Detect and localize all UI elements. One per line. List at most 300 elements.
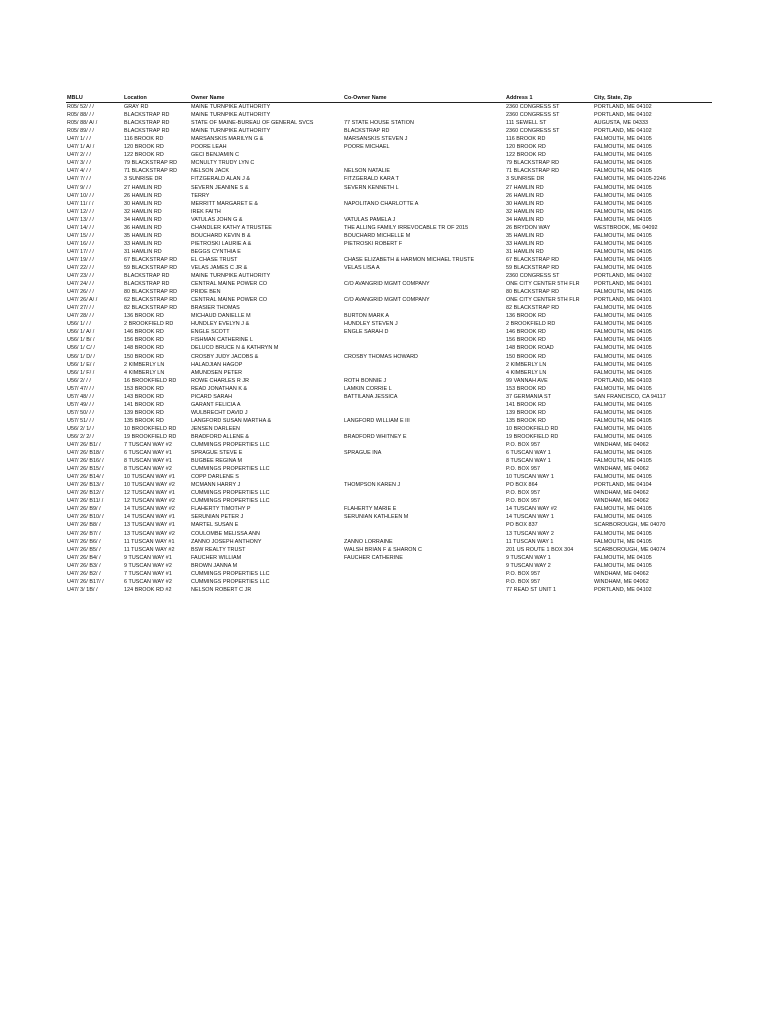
location-cell: 7 TUSCAN WAY #1 [124, 570, 172, 577]
address-cell: 3 SUNRISE DR [506, 176, 545, 183]
city-state-zip-cell: FALMOUTH, ME 04105 [594, 144, 652, 151]
co-owner-name-cell [343, 465, 505, 473]
mblu-cell: U47/ 2/ / / [67, 152, 91, 159]
owner-name-cell: CENTRAL MAINE POWER CO [191, 281, 268, 288]
address-cell: 150 BROOK RD [506, 353, 546, 360]
header-city-state-zip: City, State, Zip [593, 94, 712, 103]
location-cell: 34 HAMLIN RD [124, 216, 162, 223]
table-row [66, 200, 712, 208]
address-cell: 141 BROOK RD [506, 401, 546, 408]
address-cell: 135 BROOK RD [506, 417, 546, 424]
address-cell: 30 HAMLIN RD [506, 200, 544, 207]
owner-table [66, 94, 712, 594]
location-cell: 10 TUSCAN WAY #1 [124, 474, 175, 481]
owner-name-cell: MAINE TURNPIKE AUTHORITY [191, 104, 271, 111]
address-cell: 26 HAMLIN RD [506, 192, 544, 199]
table-row [66, 192, 712, 200]
owner-name-cell: MAINE TURNPIKE AUTHORITY [191, 273, 271, 280]
co-owner-name-cell: NELSON NATALIE [344, 168, 391, 175]
mblu-cell: U47/ 28/ / / [67, 313, 94, 320]
owner-name-cell: MAINE TURNPIKE AUTHORITY [191, 128, 271, 135]
table-row [66, 449, 712, 457]
address-cell: 6 TUSCAN WAY 1 [506, 450, 551, 457]
co-owner-name-cell: POORE MICHAEL [344, 144, 390, 151]
header-address: Address 1 [505, 94, 593, 103]
address-cell: 79 BLACKSTRAP RD [506, 160, 560, 167]
location-cell: 9 TUSCAN WAY #1 [124, 554, 172, 561]
mblu-cell: R05/ 88/ A/ / [67, 120, 98, 127]
table-row [66, 296, 712, 304]
address-cell: PO BOX 837 [506, 522, 538, 529]
mblu-cell: U47/ 15/ / / [67, 232, 94, 239]
address-cell: 2360 CONGRESS ST [506, 112, 560, 119]
co-owner-name-cell: THOMPSON KAREN J [344, 482, 401, 489]
co-owner-name-cell: SEVERN KENNETH L [344, 184, 399, 191]
city-state-zip-cell: FALMOUTH, ME 04105 [594, 136, 652, 143]
mblu-cell: U47/ 13/ / / [67, 216, 94, 223]
address-cell: 2360 CONGRESS ST [506, 273, 560, 280]
mblu-cell: U47/ 9/ / / [67, 184, 91, 191]
city-state-zip-cell: FALMOUTH, ME 04105 [594, 232, 652, 239]
owner-name-cell: CUMMINGS PROPERTIES LLC [191, 490, 270, 497]
table-row [66, 264, 712, 272]
location-cell: 11 TUSCAN WAY #2 [124, 546, 175, 553]
city-state-zip-cell: AUGUSTA, ME 04333 [594, 120, 649, 127]
mblu-cell: U47/ 23/ / / [67, 273, 94, 280]
address-cell: P.O. BOX 957 [506, 570, 541, 577]
city-state-zip-cell: FALMOUTH, ME 04105 [594, 554, 652, 561]
mblu-cell: U47/ 4/ / / [67, 168, 91, 175]
table-row [66, 167, 712, 175]
city-state-zip-cell: FALMOUTH, ME 04105 [594, 353, 652, 360]
co-owner-name-cell: C/O AVANGRID MGMT COMPANY [344, 297, 430, 304]
mblu-cell: U47/ 17/ / / [67, 248, 94, 255]
owner-name-cell: VATULAS JOHN G & [191, 216, 243, 223]
co-owner-name-cell [343, 530, 505, 538]
co-owner-name-cell: BATTILANA JESSICA [344, 393, 398, 400]
city-state-zip-cell: WINDHAM, ME 04062 [594, 466, 649, 473]
table-row [66, 497, 712, 505]
address-cell: 26 BRYDON WAY [506, 224, 551, 231]
co-owner-name-cell [343, 586, 505, 594]
mblu-cell: U57/ 47/ / / [67, 385, 94, 392]
co-owner-name-cell: WALSH BRIAN F & SHARON C [344, 546, 422, 553]
location-cell: 2 KIMBERLY LN [124, 361, 165, 368]
owner-name-cell: COPP DARLENE S [191, 474, 239, 481]
header-location: Location [123, 94, 190, 103]
owner-name-cell: FLAHERTY TIMOTHY P [191, 506, 251, 513]
city-state-zip-cell: WINDHAM, ME 04062 [594, 578, 649, 585]
co-owner-name-cell: BURTON MARK A [344, 313, 390, 320]
location-cell: 146 BROOK RD [124, 329, 164, 336]
address-cell: ONE CITY CENTER 5TH FLR [506, 281, 580, 288]
owner-name-cell: MERRITT MARGARET E & [191, 200, 258, 207]
mblu-cell: U47/ 3/ 1B/ / [67, 586, 98, 593]
address-cell: 148 BROOK ROAD [506, 345, 554, 352]
mblu-cell: U47/ 27/ / / [67, 305, 94, 312]
co-owner-name-cell [343, 521, 505, 529]
co-owner-name-cell: LANGFORD WILLIAM E III [344, 417, 410, 424]
owner-name-cell: POORE LEAH [191, 144, 227, 151]
mblu-cell: U47/ 26/ B7/ / [67, 530, 101, 537]
table-row [66, 489, 712, 497]
co-owner-name-cell: C/O AVANGRID MGMT COMPANY [344, 281, 430, 288]
owner-name-cell: STATE OF MAINE-BUREAU OF GENERAL SVCS [191, 120, 314, 127]
city-state-zip-cell: FALMOUTH, ME 04105 [594, 538, 652, 545]
table-row [66, 232, 712, 240]
city-state-zip-cell: FALMOUTH, ME 04105 [594, 337, 652, 344]
address-cell: 2360 CONGRESS ST [506, 128, 560, 135]
city-state-zip-cell: FALMOUTH, ME 04105 [594, 264, 652, 271]
table-row [66, 159, 712, 167]
location-cell: 8 TUSCAN WAY #1 [124, 458, 172, 465]
location-cell: 12 TUSCAN WAY #2 [124, 498, 175, 505]
mblu-cell: R05/ 52/ / / [67, 104, 94, 111]
owner-name-cell: MARSANSKIS MARILYN G & [191, 136, 264, 143]
co-owner-name-cell [343, 578, 505, 586]
header-row [66, 94, 712, 103]
mblu-cell: U47/ 3/ / / [67, 160, 91, 167]
address-cell: 136 BROOK RD [506, 313, 546, 320]
table-row [66, 562, 712, 570]
co-owner-name-cell [343, 497, 505, 505]
table-row [66, 224, 712, 232]
address-cell: ONE CITY CENTER 5TH FLR [506, 297, 580, 304]
address-cell: 201 US ROUTE 1 BOX 304 [506, 546, 574, 553]
mblu-cell: U56/ 2/ / / [67, 377, 91, 384]
table-row [66, 570, 712, 578]
city-state-zip-cell: PORTLAND, ME 04102 [594, 112, 652, 119]
city-state-zip-cell: FALMOUTH, ME 04105 [594, 240, 652, 247]
location-cell: 13 TUSCAN WAY #2 [124, 530, 175, 537]
city-state-zip-cell: FALMOUTH, ME 04105 [594, 506, 652, 513]
owner-name-cell: TERRY [191, 192, 210, 199]
city-state-zip-cell: PORTLAND, ME 04102 [594, 586, 652, 593]
co-owner-name-cell [343, 336, 505, 344]
location-cell: 19 BROOKFIELD RD [124, 433, 177, 440]
location-cell: 4 KIMBERLY LN [124, 369, 165, 376]
city-state-zip-cell: PORTLAND, ME 04103 [594, 377, 652, 384]
mblu-cell: U56/ 2/ 1/ / [67, 425, 94, 432]
co-owner-name-cell: ZANNO LORRAINE [344, 538, 393, 545]
table-row [66, 546, 712, 554]
co-owner-name-cell: FAUCHER CATHERINE [344, 554, 403, 561]
table-row [66, 417, 712, 425]
mblu-cell: U47/ 26/ B6/ / [67, 538, 101, 545]
mblu-cell: U47/ 26/ B14/ / [67, 474, 104, 481]
co-owner-name-cell: THE ALLING FAMILY IRREVOCABLE TR OF 2015 [344, 224, 469, 231]
owner-name-cell: EL CHASE TRUST [191, 256, 238, 263]
table-row [66, 280, 712, 288]
address-cell: P.O. BOX 957 [506, 578, 541, 585]
table-row [66, 425, 712, 433]
city-state-zip-cell: SCARBOROUGH, ME 04070 [594, 522, 666, 529]
location-cell: 35 HAMLIN RD [124, 232, 162, 239]
address-cell: 27 HAMLIN RD [506, 184, 544, 191]
mblu-cell: U47/ 14/ / / [67, 224, 94, 231]
co-owner-name-cell [343, 272, 505, 280]
table-row [66, 288, 712, 296]
address-cell: 120 BROOK RD [506, 144, 546, 151]
location-cell: 80 BLACKSTRAP RD [124, 289, 178, 296]
location-cell: BLACKSTRAP RD [124, 281, 170, 288]
co-owner-name-cell: BRADFORD WHITNEY E [344, 433, 407, 440]
address-cell: 2 KIMBERLY LN [506, 361, 547, 368]
owner-name-cell: JENSEN DARLEEN [191, 425, 240, 432]
location-cell: 124 BROOK RD #2 [124, 586, 172, 593]
owner-name-cell: PIETROSKI LAURIE A & [191, 240, 252, 247]
owner-name-cell: FISHMAN CATHERINE L [191, 337, 253, 344]
co-owner-name-cell: FLAHERTY MARIE E [344, 506, 397, 513]
table-row [66, 578, 712, 586]
city-state-zip-cell: FALMOUTH, ME 04105 [594, 530, 652, 537]
table-row [66, 393, 712, 401]
location-cell: 26 HAMLIN RD [124, 192, 162, 199]
location-cell: 16 BROOKFIELD RD [124, 377, 177, 384]
owner-name-cell: NELSON ROBERT C JR [191, 586, 252, 593]
owner-name-cell: FITZGERALD ALAN J & [191, 176, 251, 183]
owner-name-cell: ZANNO JOSEPH ANTHONY [191, 538, 262, 545]
owner-name-cell: IREK FAITH [191, 208, 221, 215]
owner-name-cell: DELUCO BRUCE N & KATHRYN M [191, 345, 279, 352]
table-row [66, 385, 712, 393]
location-cell: 67 BLACKSTRAP RD [124, 256, 178, 263]
city-state-zip-cell: PORTLAND, ME 04102 [594, 128, 652, 135]
city-state-zip-cell: SCARBOROUGH, ME 04074 [594, 546, 666, 553]
owner-name-cell: BRASIER THOMAS [191, 305, 240, 312]
owner-name-cell: CUMMINGS PROPERTIES LLC [191, 578, 270, 585]
owner-name-cell: NELSON JACK [191, 168, 229, 175]
city-state-zip-cell: WINDHAM, ME 04062 [594, 570, 649, 577]
location-cell: 143 BROOK RD [124, 393, 164, 400]
co-owner-name-cell: CROSBY THOMAS HOWARD [344, 353, 418, 360]
location-cell: 79 BLACKSTRAP RD [124, 160, 178, 167]
location-cell: 36 HAMLIN RD [124, 224, 162, 231]
location-cell: GRAY RD [124, 104, 149, 111]
city-state-zip-cell: FALMOUTH, ME 04105 [594, 458, 652, 465]
mblu-cell: U56/ 2/ 2/ / [67, 433, 94, 440]
location-cell: 7 TUSCAN WAY #2 [124, 442, 172, 449]
mblu-cell: U57/ 49/ / / [67, 401, 94, 408]
address-cell: 33 HAMLIN RD [506, 240, 544, 247]
city-state-zip-cell: FALMOUTH, ME 04105 [594, 168, 652, 175]
address-cell: 35 HAMLIN RD [506, 232, 544, 239]
city-state-zip-cell: PORTLAND, ME 04102 [594, 104, 652, 111]
location-cell: 30 HAMLIN RD [124, 200, 162, 207]
owner-name-cell: GECI BENJAMIN C [191, 152, 240, 159]
mblu-cell: U47/ 16/ / / [67, 240, 94, 247]
mblu-cell: U47/ 26/ B8/ / [67, 522, 101, 529]
owner-name-cell: HALADJIAN HAGOP [191, 361, 243, 368]
table-row [66, 127, 712, 135]
co-owner-name-cell [343, 192, 505, 200]
mblu-cell: U47/ 26/ B9/ / [67, 506, 101, 513]
location-cell: BLACKSTRAP RD [124, 112, 170, 119]
owner-name-cell: CUMMINGS PROPERTIES LLC [191, 498, 270, 505]
location-cell: 8 TUSCAN WAY #2 [124, 466, 172, 473]
table-row [66, 521, 712, 529]
address-cell: 99 VANNAH AVE [506, 377, 548, 384]
mblu-cell: U56/ 1/ E/ / [67, 361, 95, 368]
owner-name-cell: ENGLE SCOTT [191, 329, 230, 336]
owner-name-cell: PRIDE BEN [191, 289, 221, 296]
mblu-cell: U47/ 26/ B5/ / [67, 546, 101, 553]
mblu-cell: U47/ 19/ / / [67, 256, 94, 263]
location-cell: BLACKSTRAP RD [124, 120, 170, 127]
city-state-zip-cell: FALMOUTH, ME 04105 [594, 425, 652, 432]
location-cell: 156 BROOK RD [124, 337, 164, 344]
mblu-cell: U57/ 51/ / / [67, 417, 94, 424]
location-cell: 6 TUSCAN WAY #1 [124, 450, 172, 457]
table-row [66, 135, 712, 143]
location-cell: 139 BROOK RD [124, 409, 164, 416]
owner-name-cell: MAINE TURNPIKE AUTHORITY [191, 112, 271, 119]
location-cell: 82 BLACKSTRAP RD [124, 305, 178, 312]
location-cell: 62 BLACKSTRAP RD [124, 297, 178, 304]
co-owner-name-cell: MARSANSKIS STEVEN J [344, 136, 408, 143]
location-cell: 141 BROOK RD [124, 401, 164, 408]
address-cell: 111 SEWELL ST [506, 120, 547, 127]
table-row [66, 151, 712, 159]
co-owner-name-cell [343, 304, 505, 312]
mblu-cell: U47/ 1/ / / [67, 136, 91, 143]
co-owner-name-cell: ENGLE SARAH D [344, 329, 389, 336]
address-cell: 139 BROOK RD [506, 409, 546, 416]
owner-name-cell: BEGGS CYNTHIA E [191, 248, 241, 255]
co-owner-name-cell: HUNDLEY STEVEN J [344, 321, 398, 328]
city-state-zip-cell: FALMOUTH, ME 04105 [594, 192, 652, 199]
location-cell: 153 BROOK RD [124, 385, 164, 392]
city-state-zip-cell: FALMOUTH, ME 04105 [594, 433, 652, 440]
co-owner-name-cell [343, 473, 505, 481]
city-state-zip-cell: FALMOUTH, ME 04105 [594, 474, 652, 481]
address-cell: 10 TUSCAN WAY 1 [506, 474, 554, 481]
owner-name-cell: BUGBEE REGINA M [191, 458, 243, 465]
location-cell: 116 BROOK RD [124, 136, 164, 143]
co-owner-name-cell: VATULAS PAMELA J [344, 216, 396, 223]
co-owner-name-cell: ROTH BONNIE J [344, 377, 387, 384]
location-cell: 6 TUSCAN WAY #2 [124, 578, 172, 585]
city-state-zip-cell: FALMOUTH, ME 04105 [594, 361, 652, 368]
co-owner-name-cell [343, 111, 505, 119]
table-row [66, 328, 712, 336]
mblu-cell: U57/ 48/ / / [67, 393, 94, 400]
owner-name-cell: COULOMBE MELISSA ANN [191, 530, 261, 537]
city-state-zip-cell: FALMOUTH, ME 04105 [594, 200, 652, 207]
address-cell: 80 BLACKSTRAP RD [506, 289, 560, 296]
table-row [66, 336, 712, 344]
address-cell: P.O. BOX 957 [506, 498, 541, 505]
mblu-cell: U47/ 1/ A/ / [67, 144, 95, 151]
city-state-zip-cell: FALMOUTH, ME 04105 [594, 514, 652, 521]
address-cell: P.O. BOX 957 [506, 466, 541, 473]
owner-name-cell: CUMMINGS PROPERTIES LLC [191, 442, 270, 449]
address-cell: 156 BROOK RD [506, 337, 546, 344]
table-row [66, 256, 712, 264]
location-cell: BLACKSTRAP RD [124, 128, 170, 135]
city-state-zip-cell: WESTBROOK, ME 04092 [594, 224, 658, 231]
location-cell: 135 BROOK RD [124, 417, 164, 424]
owner-name-cell: VELAS JAMES C JR & [191, 264, 248, 271]
location-cell: 27 HAMLIN RD [124, 184, 162, 191]
location-cell: 148 BROOK RD [124, 345, 164, 352]
address-cell: 4 KIMBERLY LN [506, 369, 547, 376]
location-cell: 2 BROOKFIELD RD [124, 321, 174, 328]
city-state-zip-cell: FALMOUTH, ME 04105 [594, 305, 652, 312]
table-row [66, 369, 712, 377]
owner-name-cell: CUMMINGS PROPERTIES LLC [191, 570, 270, 577]
city-state-zip-cell: FALMOUTH, ME 04105 [594, 289, 652, 296]
table-row [66, 272, 712, 280]
mblu-cell: U56/ 1/ D/ / [67, 353, 95, 360]
address-cell: 14 TUSCAN WAY #2 [506, 506, 557, 513]
address-cell: 9 TUSCAN WAY 2 [506, 562, 551, 569]
co-owner-name-cell [343, 489, 505, 497]
co-owner-name-cell [343, 103, 505, 112]
address-cell: 71 BLACKSTRAP RD [506, 168, 560, 175]
city-state-zip-cell: PORTLAND, ME 04102 [594, 273, 652, 280]
mblu-cell: U47/ 26/ / / [67, 289, 94, 296]
location-cell: 122 BROOK RD [124, 152, 164, 159]
table-row [66, 216, 712, 224]
mblu-cell: R05/ 89/ / / [67, 128, 94, 135]
mblu-cell: U47/ 26/ B3/ / [67, 562, 101, 569]
table-row [66, 353, 712, 361]
address-cell: 116 BROOK RD [506, 136, 546, 143]
city-state-zip-cell: PORTLAND, ME 04104 [594, 482, 652, 489]
property-owner-list [66, 94, 712, 594]
address-cell: 34 HAMLIN RD [506, 216, 544, 223]
owner-name-cell: CUMMINGS PROPERTIES LLC [191, 466, 270, 473]
city-state-zip-cell: FALMOUTH, ME 04105 [594, 256, 652, 263]
city-state-zip-cell: FALMOUTH, ME 04105-2246 [594, 176, 666, 183]
table-row [66, 240, 712, 248]
address-cell: 77 READ ST UNIT 1 [506, 586, 557, 593]
table-body [66, 103, 712, 594]
table-row [66, 361, 712, 369]
table-row [66, 119, 712, 127]
location-cell: 12 TUSCAN WAY #1 [124, 490, 175, 497]
mblu-cell: U47/ 26/ B18/ / [67, 450, 104, 457]
co-owner-name-cell: PIETROSKI ROBERT F [344, 240, 403, 247]
mblu-cell: U47/ 24/ / / [67, 281, 94, 288]
table-row [66, 554, 712, 562]
address-cell: PO BOX 864 [506, 482, 538, 489]
table-row [66, 304, 712, 312]
city-state-zip-cell: FALMOUTH, ME 04105 [594, 450, 652, 457]
owner-name-cell: BRADFORD ALLENE & [191, 433, 250, 440]
city-state-zip-cell: FALMOUTH, ME 04105 [594, 248, 652, 255]
city-state-zip-cell: FALMOUTH, ME 04105 [594, 417, 652, 424]
co-owner-name-cell [343, 361, 505, 369]
address-cell: 10 BROOKFIELD RD [506, 425, 559, 432]
city-state-zip-cell: PORTLAND, ME 04101 [594, 297, 652, 304]
header-owner-name: Owner Name [190, 94, 343, 103]
city-state-zip-cell: FALMOUTH, ME 04105 [594, 369, 652, 376]
address-cell: 2 BROOKFIELD RD [506, 321, 556, 328]
location-cell: 3 SUNRISE DR [124, 176, 163, 183]
co-owner-name-cell [343, 208, 505, 216]
address-cell: 8 TUSCAN WAY 1 [506, 458, 551, 465]
table-row [66, 481, 712, 489]
owner-name-cell: MCNULTY TRUDY LYN C [191, 160, 255, 167]
mblu-cell: U47/ 26/ B16/ / [67, 458, 104, 465]
table-row [66, 111, 712, 119]
address-cell: 19 BROOKFIELD RD [506, 433, 559, 440]
address-cell: 122 BROOK RD [506, 152, 546, 159]
table-row [66, 505, 712, 513]
mblu-cell: U47/ 26/ B13/ / [67, 482, 104, 489]
